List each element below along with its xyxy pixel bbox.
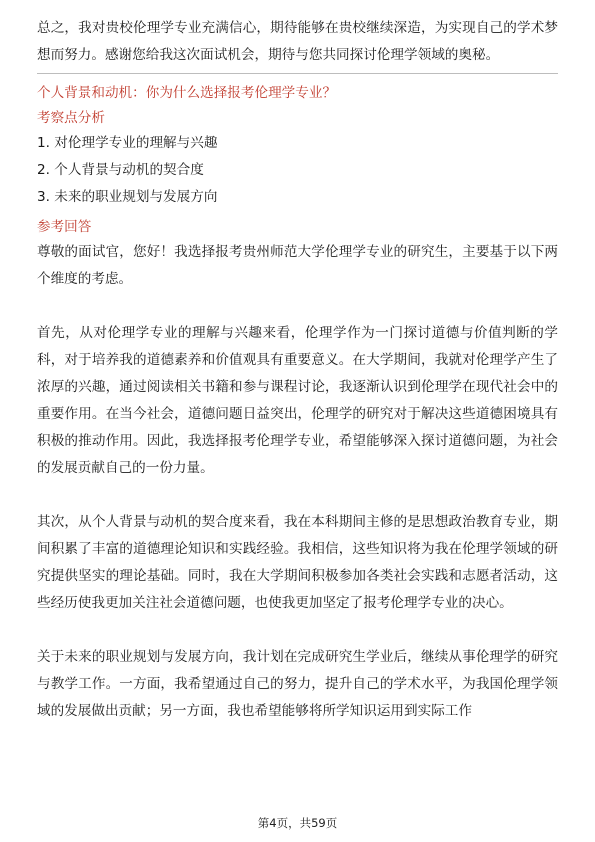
- answer-paragraph: 其次，从个人背景与动机的契合度来看，我在本科期间主修的是思想政治教育专业，期间积累了丰富的道德理论知识和实践经验。我相信，这些知识将为我在伦理学领域的研究提供坚实的理论基础。同时，我在大学期间积极参加各类社会实践和志愿者活动，这些经历使我更加关注社会道德问题，也使我更加坚定了报考伦理学专业的决心。: [37, 514, 558, 611]
- analysis-heading: 考察点分析: [37, 110, 105, 126]
- document-page: [37, 0, 558, 842]
- analysis-point-list: [37, 130, 558, 211]
- paragraph-spacer: [37, 617, 558, 644]
- answer-heading: 参考回答: [37, 219, 92, 235]
- question-title: 个人背景和动机：你为什么选择报考伦理学专业？: [37, 85, 337, 101]
- paragraph-spacer: [37, 482, 558, 509]
- paragraph-spacer: [37, 293, 558, 320]
- page-number-footer: 第4页，共59页: [257, 816, 338, 830]
- section-divider: [37, 73, 558, 74]
- answer-paragraph: 关于未来的职业规划与发展方向，我计划在完成研究生学业后，继续从事伦理学的研究与教学工作。一方面，我希望通过自己的努力，提升自己的学术水平，为我国伦理学领域的发展做出贡献；另一方面，我也希望能够将所学知识运用到实际工作: [37, 649, 558, 719]
- analysis-point: 3. 未来的职业规划与发展方向: [37, 189, 218, 205]
- analysis-point: 2. 个人背景与动机的契合度: [37, 162, 204, 178]
- intro-closing-paragraph: 总之，我对贵校伦理学专业充满信心，期待能够在贵校继续深造，为实现自己的学术梦想而努力。感谢您给我这次面试机会，期待与您共同探讨伦理学领域的奥秘。: [37, 20, 558, 63]
- answer-paragraph: 首先，从对伦理学专业的理解与兴趣来看，伦理学作为一门探讨道德与价值判断的学科，对于培养我的道德素养和价值观具有重要意义。在大学期间，我就对伦理学产生了浓厚的兴趣，通过阅读相关书籍和参与课程讨论，我逐渐认识到伦理学在现代社会中的重要作用。在当今社会，道德问题日益突出，伦理学的研究对于解决这些道德困境具有积极的推动作用。因此，我选择报考伦理学专业，希望能够深入探讨道德问题，为社会的发展贡献自己的一份力量。: [37, 325, 558, 476]
- analysis-point: 1. 对伦理学专业的理解与兴趣: [37, 135, 218, 151]
- answer-paragraph: 尊敬的面试官，您好！我选择报考贵州师范大学伦理学专业的研究生，主要基于以下两个维度的考虑。: [37, 244, 558, 287]
